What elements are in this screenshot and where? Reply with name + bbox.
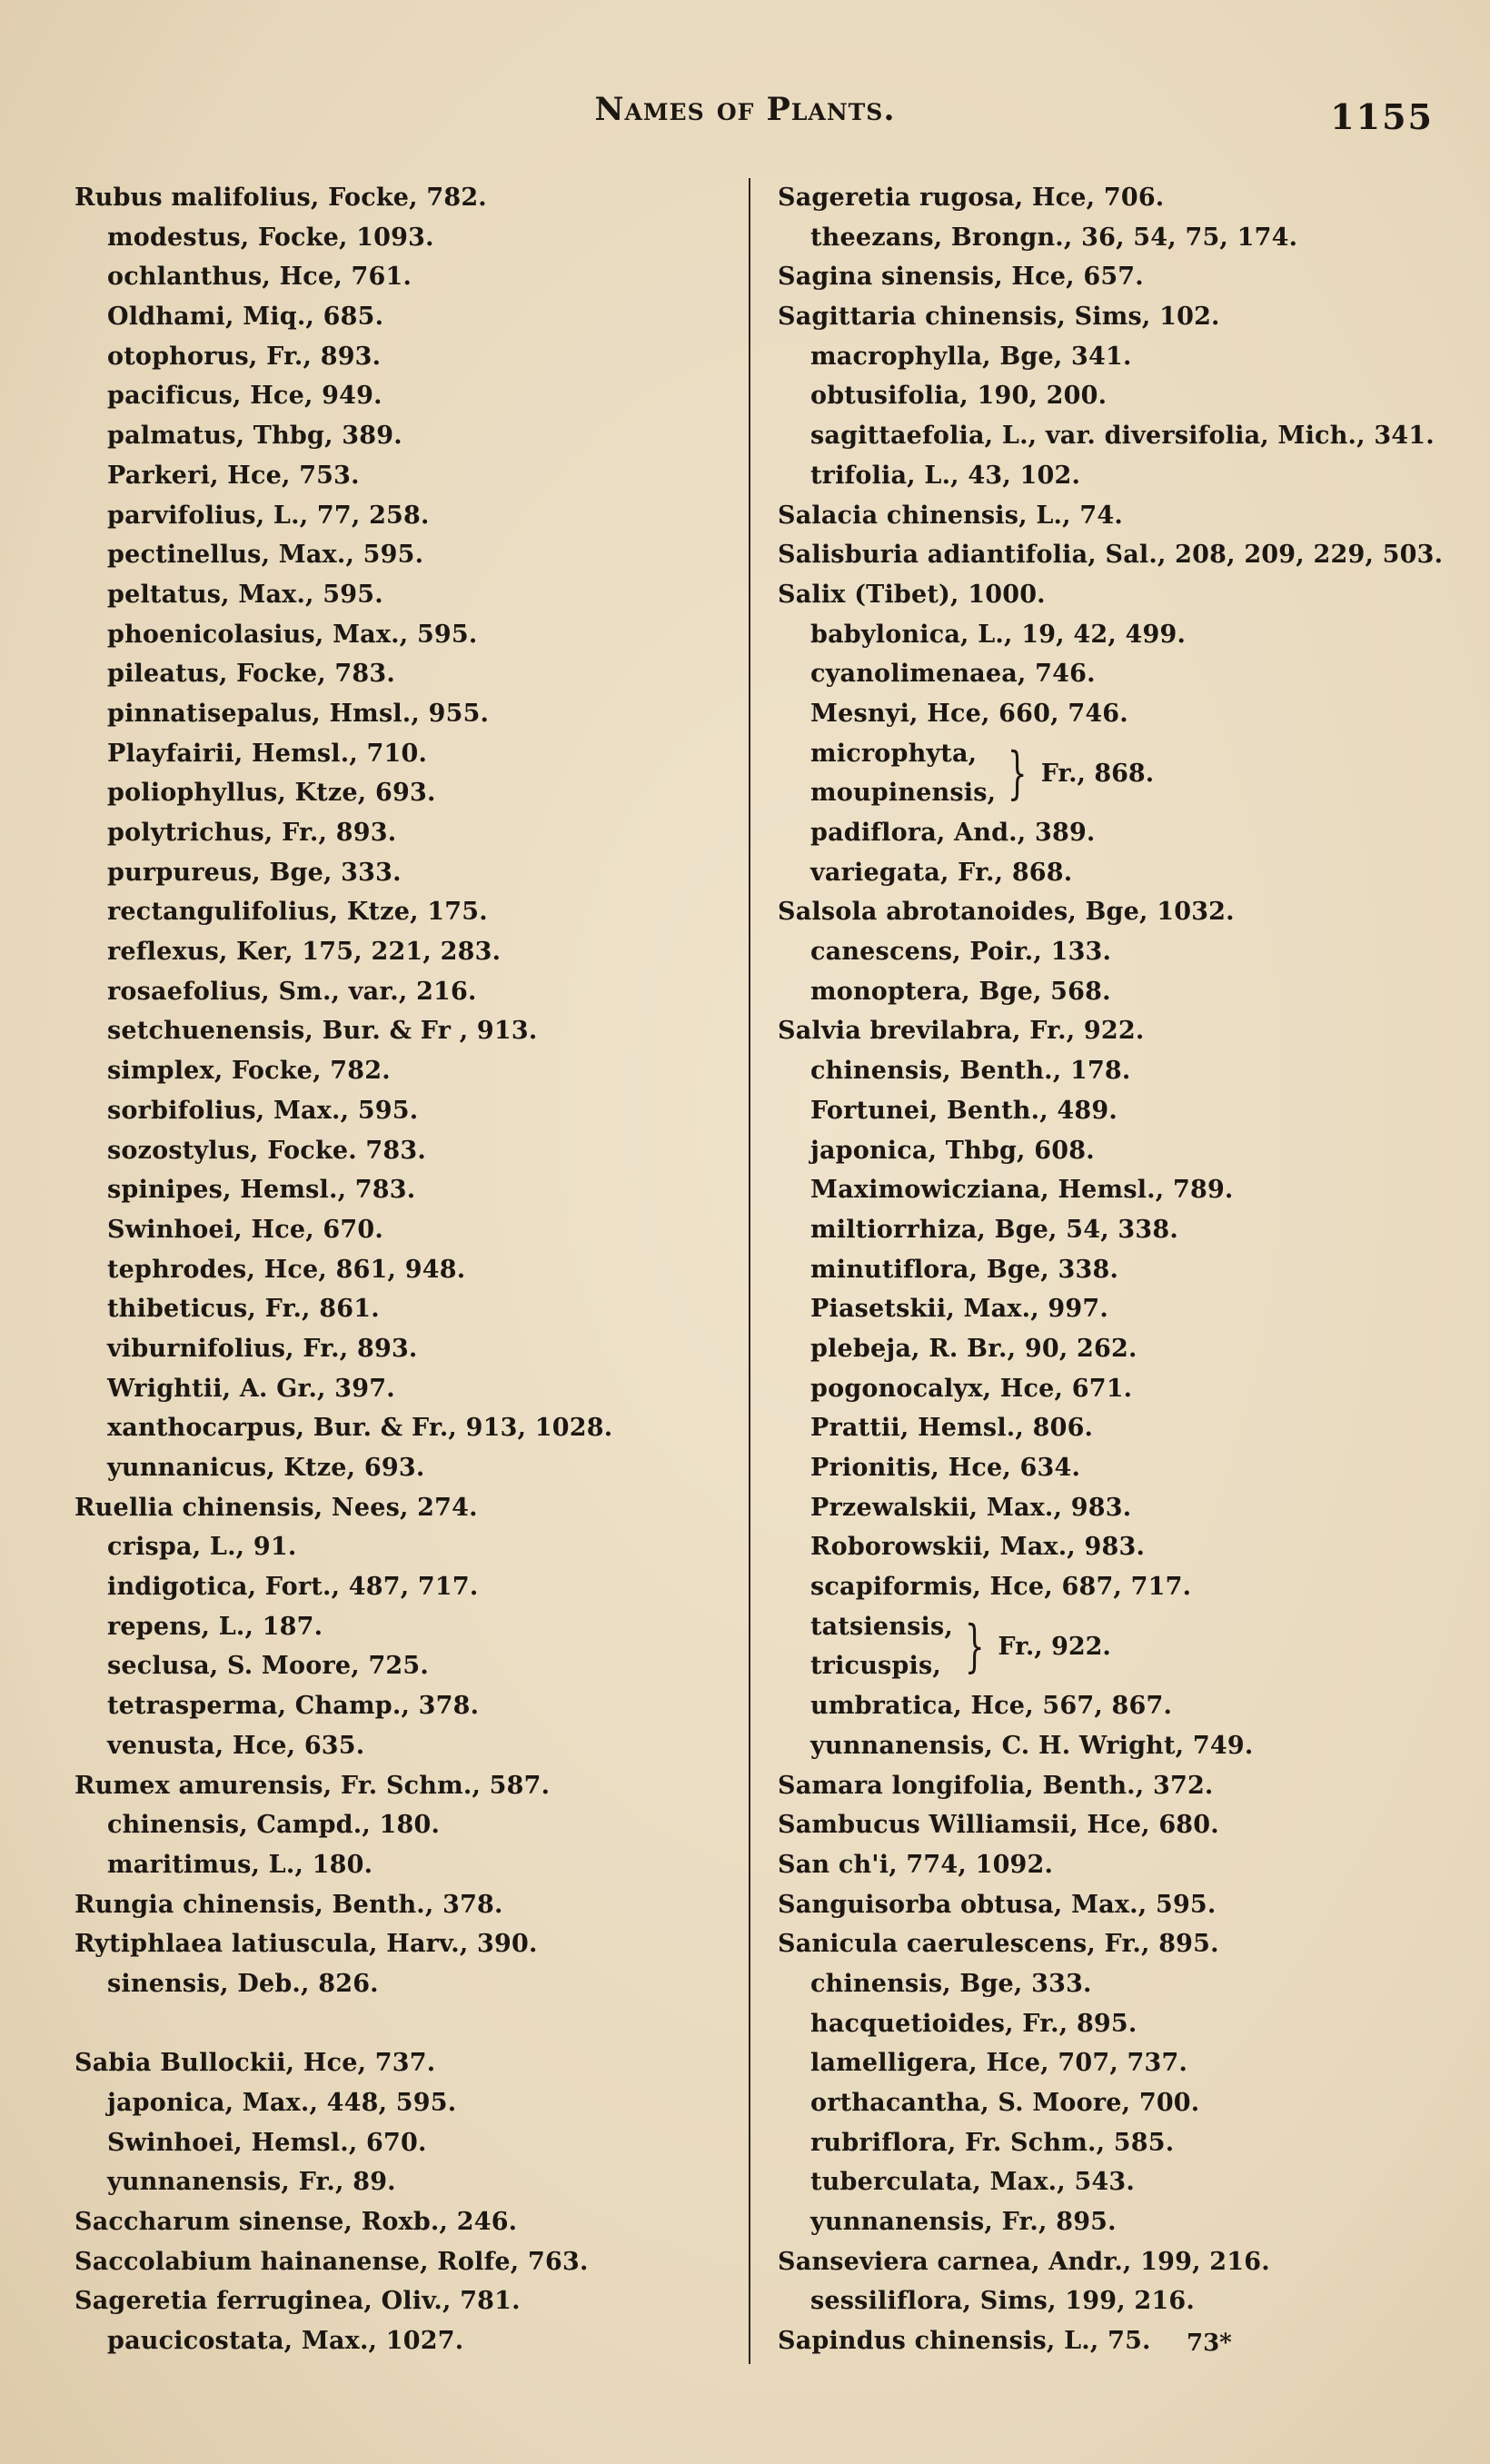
index-entry: Sagina sinensis, Hce, 657. bbox=[778, 263, 1144, 292]
index-subentry: cyanolimenaea, 746. bbox=[810, 660, 1096, 689]
index-subentry: hacquetioides, Fr., 895. bbox=[810, 2009, 1137, 2038]
index-entry: Rumex amurensis, Fr. Schm., 587. bbox=[74, 1771, 551, 1800]
index-subentry: theezans, Brongn., 36, 54, 75, 174. bbox=[810, 223, 1298, 252]
index-subentry: yunnanensis, C. H. Wright, 749. bbox=[810, 1731, 1254, 1760]
index-subentry: sagittaefolia, L., var. diversifolia, Mich., 341. bbox=[810, 422, 1435, 451]
index-entry: San ch'i, 774, 1092. bbox=[778, 1850, 1054, 1879]
index-subentry: padiflora, And., 389. bbox=[810, 819, 1096, 848]
index-subentry: monoptera, Bge, 568. bbox=[810, 977, 1111, 1006]
index-subentry: Oldhami, Miq., 685. bbox=[107, 303, 384, 332]
index-subentry: sinensis, Deb., 826. bbox=[107, 1969, 379, 1998]
index-subentry: crispa, L., 91. bbox=[107, 1533, 297, 1562]
index-entry: Salsola abrotanoides, Bge, 1032. bbox=[778, 898, 1235, 927]
index-subentry: tricuspis, bbox=[810, 1652, 941, 1681]
shared-reference: Fr., 922. bbox=[998, 1632, 1111, 1661]
index-subentry: pacificus, Hce, 949. bbox=[107, 382, 382, 411]
index-entry: Ruellia chinensis, Nees, 274. bbox=[74, 1493, 478, 1522]
section-gap bbox=[65, 2004, 738, 2044]
index-subentry: polytrichus, Fr., 893. bbox=[107, 819, 397, 847]
index-entry: Salisburia adiantifolia, Sal., 208, 209, 229, 503. bbox=[778, 541, 1444, 570]
index-entry: Sanicula caerulescens, Fr., 895. bbox=[778, 1930, 1219, 1959]
index-subentry: orthacantha, S. Moore, 700. bbox=[810, 2089, 1200, 2118]
index-subentry: Przewalskii, Max., 983. bbox=[810, 1493, 1132, 1522]
index-entry: Sambucus Williamsii, Hce, 680. bbox=[778, 1811, 1219, 1840]
index-entry: Salacia chinensis, L., 74. bbox=[778, 501, 1123, 530]
brace-mark: } bbox=[964, 1613, 985, 1680]
index-subentry: thibeticus, Fr., 861. bbox=[107, 1295, 380, 1324]
index-subentry: tetrasperma, Champ., 378. bbox=[107, 1692, 480, 1721]
index-subentry: simplex, Focke, 782. bbox=[107, 1057, 391, 1086]
index-entry: Saccolabium hainanense, Rolfe, 763. bbox=[74, 2247, 589, 2276]
index-subentry: paucicostata, Max., 1027. bbox=[107, 2327, 464, 2356]
index-subentry: rosaefolius, Sm., var., 216. bbox=[107, 977, 477, 1006]
index-subentry: Fortunei, Benth., 489. bbox=[810, 1096, 1118, 1125]
index-entry: Salvia brevilabra, Fr., 922. bbox=[778, 1017, 1145, 1046]
index-entry: Samara longifolia, Benth., 372. bbox=[778, 1771, 1214, 1800]
index-subentry: chinensis, Campd., 180. bbox=[107, 1811, 441, 1840]
index-subentry: poliophyllus, Ktze, 693. bbox=[107, 779, 436, 808]
index-subentry: xanthocarpus, Bur. & Fr., 913, 1028. bbox=[107, 1414, 613, 1443]
index-entry: Sapindus chinensis, L., 75. bbox=[778, 2327, 1151, 2356]
index-subentry: pinnatisepalus, Hmsl., 955. bbox=[107, 699, 490, 728]
index-entry: Sanguisorba obtusa, Max., 595. bbox=[778, 1890, 1217, 1919]
index-subentry: Piasetskii, Max., 997. bbox=[810, 1295, 1108, 1324]
index-entry: Rubus malifolius, Focke, 782. bbox=[74, 184, 487, 212]
index-subentry: Mesnyi, Hce, 660, 746. bbox=[810, 699, 1128, 728]
index-subentry: macrophylla, Bge, 341. bbox=[810, 342, 1132, 371]
index-subentry: yunnanicus, Ktze, 693. bbox=[107, 1454, 425, 1482]
column-divider bbox=[749, 178, 750, 2364]
index-subentry: setchuenensis, Bur. & Fr , 913. bbox=[107, 1017, 538, 1046]
index-subentry: Swinhoei, Hce, 670. bbox=[107, 1215, 383, 1244]
index-subentry: phoenicolasius, Max., 595. bbox=[107, 620, 478, 649]
index-subentry: parvifolius, L., 77, 258. bbox=[107, 501, 430, 530]
index-subentry: viburnifolius, Fr., 893. bbox=[107, 1334, 418, 1363]
index-subentry: pileatus, Focke, 783. bbox=[107, 660, 395, 689]
index-column-left bbox=[65, 178, 738, 2361]
index-entry: Sagittaria chinensis, Sims, 102. bbox=[778, 303, 1220, 332]
index-subentry: seclusa, S. Moore, 725. bbox=[107, 1652, 430, 1681]
index-subentry: Parkeri, Hce, 753. bbox=[107, 461, 360, 490]
index-subentry: Prattii, Hemsl., 806. bbox=[810, 1414, 1094, 1443]
index-subentry: scapiformis, Hce, 687, 717. bbox=[810, 1573, 1192, 1602]
index-subentry: chinensis, Bge, 333. bbox=[810, 1969, 1092, 1998]
index-subentry: obtusifolia, 190, 200. bbox=[810, 382, 1108, 411]
index-subentry: sozostylus, Focke. 783. bbox=[107, 1136, 426, 1165]
index-subentry: modestus, Focke, 1093. bbox=[107, 223, 434, 252]
index-subentry: tuberculata, Max., 543. bbox=[810, 2168, 1136, 2197]
index-subentry: tatsiensis, bbox=[810, 1612, 953, 1641]
index-entry: Sageretia rugosa, Hce, 706. bbox=[778, 184, 1165, 212]
index-subentry: variegata, Fr., 868. bbox=[810, 858, 1073, 887]
index-subentry: babylonica, L., 19, 42, 499. bbox=[810, 620, 1187, 649]
index-subentry: peltatus, Max., 595. bbox=[107, 580, 383, 609]
index-column-right bbox=[769, 178, 1459, 2361]
index-subentry: Wrightii, A. Gr., 397. bbox=[107, 1374, 395, 1403]
index-entry: Rytiphlaea latiuscula, Harv., 390. bbox=[74, 1930, 538, 1959]
index-subentry: indigotica, Fort., 487, 717. bbox=[107, 1573, 479, 1602]
index-subentry: moupinensis, bbox=[810, 779, 997, 808]
index-subentry: rectangulifolius, Ktze, 175. bbox=[107, 898, 488, 927]
index-subentry: Maximowicziana, Hemsl., 789. bbox=[810, 1176, 1234, 1205]
index-subentry: microphyta, bbox=[810, 739, 978, 768]
running-head: Names of Plants. bbox=[594, 91, 896, 128]
index-subentry: spinipes, Hemsl., 783. bbox=[107, 1176, 416, 1205]
index-subentry: japonica, Thbg, 608. bbox=[810, 1136, 1095, 1165]
index-subentry: yunnanensis, Fr., 89. bbox=[107, 2168, 396, 2197]
index-subentry: Roborowskii, Max., 983. bbox=[810, 1533, 1146, 1562]
index-subentry: sessiliflora, Sims, 199, 216. bbox=[810, 2287, 1195, 2316]
index-subentry: rubriflora, Fr. Schm., 585. bbox=[810, 2128, 1175, 2157]
index-subentry: chinensis, Benth., 178. bbox=[810, 1057, 1131, 1086]
index-subentry: lamelligera, Hce, 707, 737. bbox=[810, 2049, 1188, 2078]
bracketed-entry-group bbox=[769, 1607, 1459, 1686]
index-entry: Sanseviera carnea, Andr., 199, 216. bbox=[778, 2247, 1270, 2276]
index-subentry: Swinhoei, Hemsl., 670. bbox=[107, 2128, 427, 2157]
index-subentry: pectinellus, Max., 595. bbox=[107, 541, 424, 570]
index-subentry: otophorus, Fr., 893. bbox=[107, 342, 382, 371]
page-number: 1155 bbox=[1330, 96, 1434, 137]
index-subentry: venusta, Hce, 635. bbox=[107, 1731, 365, 1760]
index-entry: Saccharum sinense, Roxb., 246. bbox=[74, 2208, 518, 2237]
index-subentry: ochlanthus, Hce, 761. bbox=[107, 263, 412, 292]
brace-mark: } bbox=[1008, 740, 1028, 807]
index-subentry: miltiorrhiza, Bge, 54, 338. bbox=[810, 1215, 1178, 1244]
index-subentry: reflexus, Ker, 175, 221, 283. bbox=[107, 938, 502, 967]
shared-reference: Fr., 868. bbox=[1040, 759, 1155, 788]
index-subentry: minutiflora, Bge, 338. bbox=[810, 1255, 1119, 1284]
index-subentry: sorbifolius, Max., 595. bbox=[107, 1096, 419, 1125]
index-subentry: purpureus, Bge, 333. bbox=[107, 858, 402, 887]
index-subentry: canescens, Poir., 133. bbox=[810, 938, 1112, 967]
index-entry: Salix (Tibet), 1000. bbox=[778, 580, 1046, 609]
index-entry: Sabia Bullockii, Hce, 737. bbox=[74, 2049, 436, 2078]
index-subentry: japonica, Max., 448, 595. bbox=[107, 2089, 457, 2117]
index-subentry: palmatus, Thbg, 389. bbox=[107, 422, 402, 451]
signature-mark: 73* bbox=[1187, 2330, 1232, 2357]
bracketed-entry-group bbox=[769, 734, 1459, 813]
index-subentry: Playfairii, Hemsl., 710. bbox=[107, 739, 428, 768]
index-subentry: tephrodes, Hce, 861, 948. bbox=[107, 1255, 466, 1284]
index-subentry: yunnanensis, Fr., 895. bbox=[810, 2208, 1117, 2237]
index-subentry: repens, L., 187. bbox=[107, 1612, 323, 1641]
index-subentry: plebeja, R. Br., 90, 262. bbox=[810, 1334, 1137, 1363]
index-subentry: umbratica, Hce, 567, 867. bbox=[810, 1692, 1173, 1721]
index-entry: Sageretia ferruginea, Oliv., 781. bbox=[74, 2287, 521, 2316]
index-subentry: maritimus, L., 180. bbox=[107, 1850, 373, 1879]
index-subentry: pogonocalyx, Hce, 671. bbox=[810, 1374, 1133, 1403]
index-subentry: trifolia, L., 43, 102. bbox=[810, 461, 1081, 490]
index-entry: Rungia chinensis, Benth., 378. bbox=[74, 1890, 503, 1919]
index-subentry: Prionitis, Hce, 634. bbox=[810, 1454, 1081, 1483]
